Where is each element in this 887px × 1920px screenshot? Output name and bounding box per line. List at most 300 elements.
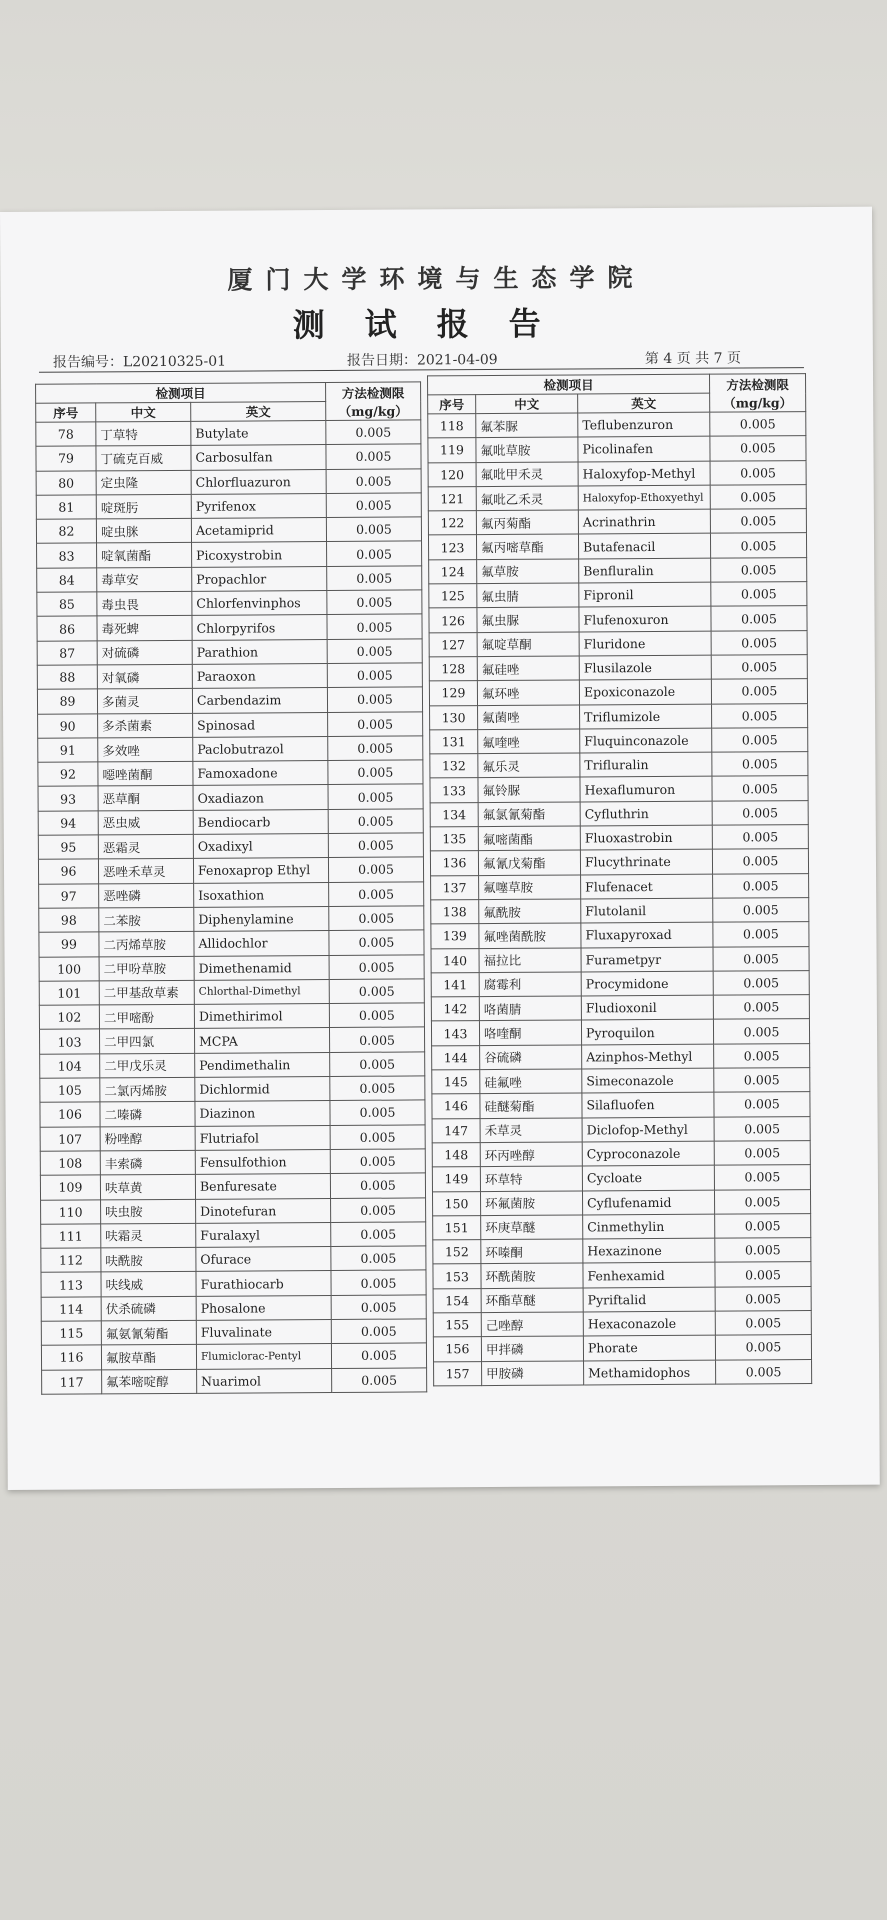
row-limit: 0.005 [330, 1149, 425, 1174]
row-cn-name: 啶氧菌酯 [97, 543, 192, 568]
row-en-name: Carbosulfan [191, 445, 326, 470]
row-en-name: Fensulfothion [195, 1149, 330, 1174]
table-row [37, 663, 422, 690]
row-en-name: Allidochlor [194, 931, 329, 956]
row-limit: 0.005 [712, 752, 808, 777]
row-cn-name: 环草特 [480, 1166, 582, 1191]
row-en-name: Pyrifenox [191, 493, 326, 518]
row-seq: 116 [41, 1345, 101, 1370]
table-row [38, 711, 423, 738]
report-date: 报告日期：2021-04-09 [346, 351, 498, 369]
row-seq: 88 [37, 665, 97, 690]
row-cn-name: 氟环唑 [477, 680, 579, 705]
row-limit: 0.005 [328, 857, 423, 882]
table-row [40, 1052, 425, 1079]
row-limit: 0.005 [331, 1343, 426, 1368]
row-seq: 152 [433, 1240, 481, 1265]
table-row [430, 776, 808, 803]
table-row [37, 566, 422, 593]
table-row [40, 1125, 425, 1152]
row-seq: 102 [39, 1005, 99, 1030]
table-row [41, 1319, 426, 1346]
row-cn-name: 呋虫胺 [101, 1199, 196, 1224]
row-seq: 155 [433, 1313, 481, 1338]
row-seq: 107 [40, 1127, 100, 1152]
table-row [38, 833, 423, 860]
row-en-name: Ofurace [196, 1247, 331, 1272]
table-row [432, 1140, 810, 1167]
row-limit: 0.005 [331, 1197, 426, 1222]
row-seq: 153 [433, 1264, 481, 1289]
row-cn-name: 咯菌腈 [479, 996, 581, 1021]
row-cn-name: 氟啶草酮 [477, 632, 579, 657]
row-en-name: Teflubenzuron [578, 412, 710, 437]
table-row [429, 582, 807, 609]
table-row [39, 979, 424, 1006]
row-en-name: Oxadixyl [193, 834, 328, 859]
row-en-name: Hexazinone [583, 1238, 715, 1263]
row-seq: 85 [37, 592, 97, 617]
row-en-name: Chlorthal-Dimethyl [194, 979, 329, 1004]
row-cn-name: 恶唑磷 [99, 883, 194, 908]
table-row [39, 954, 424, 981]
row-cn-name: 二嗪磷 [100, 1102, 195, 1127]
header-limit [326, 382, 421, 421]
row-cn-name: 氟菌唑 [478, 705, 580, 730]
row-en-name: Haloxyfop-Methyl [578, 461, 710, 486]
row-cn-name: 氟氨氰菊酯 [101, 1320, 196, 1345]
row-en-name: Propachlor [192, 566, 327, 591]
table-row [36, 469, 421, 496]
row-en-name: Diphenylamine [194, 906, 329, 931]
row-en-name: Fluoxastrobin [580, 825, 712, 850]
row-cn-name: 对氧磷 [97, 664, 192, 689]
row-limit: 0.005 [714, 1189, 810, 1214]
row-seq: 142 [431, 997, 479, 1022]
row-seq: 154 [433, 1288, 481, 1313]
row-cn-name: 二甲四氯 [99, 1029, 194, 1054]
table-row [39, 882, 424, 909]
row-limit: 0.005 [713, 898, 809, 923]
row-limit: 0.005 [714, 1043, 810, 1068]
row-seq: 126 [429, 608, 477, 633]
table-row [432, 1092, 810, 1119]
row-seq: 149 [432, 1167, 480, 1192]
row-cn-name: 呋酰胺 [101, 1247, 196, 1272]
row-cn-name: 氟氯氰菊酯 [478, 802, 580, 827]
row-limit: 0.005 [331, 1270, 426, 1295]
row-cn-name: 丰索磷 [100, 1150, 195, 1175]
table-row [431, 873, 809, 900]
page-info: 第 4 页 共 7 页 [644, 350, 742, 368]
table-row [433, 1238, 811, 1265]
header-seq: 序号 [36, 403, 96, 422]
row-seq: 125 [429, 584, 477, 609]
row-limit: 0.005 [329, 906, 424, 931]
row-limit: 0.005 [327, 541, 422, 566]
row-cn-name: 谷硫磷 [480, 1045, 582, 1070]
table-row [40, 1100, 425, 1127]
row-cn-name: 氟喹唑 [478, 729, 580, 754]
row-en-name: Fenoxaprop Ethyl [193, 858, 328, 883]
row-cn-name: 呋霜灵 [101, 1223, 196, 1248]
row-cn-name: 环酯草醚 [481, 1288, 583, 1313]
row-en-name: Picolinafen [578, 436, 710, 461]
row-cn-name: 噁唑菌酮 [98, 761, 193, 786]
row-cn-name: 氟乐灵 [478, 753, 580, 778]
row-cn-name: 硅氟唑 [480, 1069, 582, 1094]
row-cn-name: 恶草酮 [98, 786, 193, 811]
row-limit: 0.005 [329, 1027, 424, 1052]
row-cn-name: 氟噻草胺 [479, 875, 581, 900]
header-limit [710, 374, 806, 413]
row-limit: 0.005 [715, 1238, 811, 1263]
row-en-name: Parathion [192, 639, 327, 664]
row-limit: 0.005 [327, 687, 422, 712]
row-cn-name: 氟酰胺 [479, 899, 581, 924]
row-en-name: Pyriftalid [583, 1287, 715, 1312]
row-cn-name: 呋线威 [101, 1272, 196, 1297]
row-limit: 0.005 [331, 1246, 426, 1271]
table-row [433, 1335, 811, 1362]
table-row [41, 1222, 426, 1249]
row-limit: 0.005 [328, 784, 423, 809]
table-row [37, 639, 422, 666]
report-header [0, 257, 873, 348]
row-cn-name: 氟胺草酯 [101, 1345, 196, 1370]
table-row [36, 493, 421, 520]
row-seq: 101 [39, 981, 99, 1006]
row-limit: 0.005 [326, 469, 421, 494]
table-row [429, 630, 807, 657]
row-limit: 0.005 [711, 655, 807, 680]
row-seq: 79 [36, 446, 96, 471]
row-limit: 0.005 [326, 493, 421, 518]
row-cn-name: 二苯胺 [99, 907, 194, 932]
row-en-name: Fluquinconazole [580, 728, 712, 753]
row-en-name: Cyfluthrin [580, 801, 712, 826]
row-en-name: Haloxyfop-Ethoxyethyl [578, 485, 710, 510]
table-row [41, 1246, 426, 1273]
row-limit: 0.005 [328, 809, 423, 834]
table-row [39, 930, 424, 957]
row-seq: 140 [431, 948, 479, 973]
row-seq: 83 [37, 543, 97, 568]
row-seq: 90 [38, 713, 98, 738]
row-en-name: Fenhexamid [583, 1263, 715, 1288]
row-seq: 82 [36, 519, 96, 544]
table-row [36, 444, 421, 471]
row-en-name: Chlorpyrifos [192, 615, 327, 640]
row-en-name: Flumiclorac-Pentyl [196, 1344, 331, 1369]
row-limit: 0.005 [329, 954, 424, 979]
row-cn-name: 多菌灵 [97, 689, 192, 714]
table-row [36, 420, 421, 447]
row-seq: 132 [430, 754, 478, 779]
row-cn-name: 二丙烯草胺 [99, 932, 194, 957]
row-en-name: Acrinathrin [578, 509, 710, 534]
table-row [37, 614, 422, 641]
row-limit: 0.005 [327, 566, 422, 591]
row-en-name: Trifluralin [580, 752, 712, 777]
table-row [431, 970, 809, 997]
row-limit: 0.005 [713, 1019, 809, 1044]
row-limit: 0.005 [712, 825, 808, 850]
row-seq: 78 [36, 422, 96, 447]
row-seq: 119 [428, 438, 476, 463]
row-seq: 104 [40, 1054, 100, 1079]
table-row [38, 736, 423, 763]
row-en-name: Paclobutrazol [193, 736, 328, 761]
row-seq: 128 [429, 657, 477, 682]
row-en-name: Phorate [583, 1335, 715, 1360]
row-cn-name: 氟氰戊菊酯 [478, 850, 580, 875]
row-en-name: Methamidophos [584, 1360, 716, 1385]
row-cn-name: 甲胺磷 [482, 1361, 584, 1386]
row-seq: 127 [429, 632, 477, 657]
report-number: 报告编号：L20210325-01 [52, 353, 227, 371]
row-cn-name: 环氟菌胺 [480, 1190, 582, 1215]
table-row [430, 849, 808, 876]
row-en-name: Cycloate [582, 1165, 714, 1190]
table-row [430, 800, 808, 827]
table-row [41, 1295, 426, 1322]
row-limit: 0.005 [713, 922, 809, 947]
table-row [433, 1213, 811, 1240]
header-en: 英文 [578, 393, 710, 413]
row-en-name: Chlorfluazuron [191, 469, 326, 494]
row-seq: 131 [430, 729, 478, 754]
row-seq: 106 [40, 1102, 100, 1127]
row-en-name: Chlorfenvinphos [192, 591, 327, 616]
row-limit: 0.005 [710, 509, 806, 534]
row-limit: 0.005 [326, 420, 421, 445]
row-seq: 141 [431, 972, 479, 997]
row-en-name: Butafenacil [578, 534, 710, 559]
row-seq: 143 [431, 1021, 479, 1046]
row-limit: 0.005 [715, 1262, 811, 1287]
header-cn: 中文 [476, 394, 578, 414]
table-row [431, 922, 809, 949]
row-en-name: Phosalone [196, 1295, 331, 1320]
row-en-name: Pyroquilon [581, 1020, 713, 1045]
row-cn-name: 福拉比 [479, 947, 581, 972]
table-row [41, 1343, 426, 1370]
row-limit: 0.005 [715, 1311, 811, 1336]
row-seq: 105 [40, 1078, 100, 1103]
row-limit: 0.005 [713, 946, 809, 971]
row-en-name: Hexaflumuron [580, 777, 712, 802]
row-cn-name: 二甲戊乐灵 [100, 1053, 195, 1078]
row-seq: 95 [38, 835, 98, 860]
table-row [431, 1019, 809, 1046]
row-seq: 120 [428, 462, 476, 487]
row-seq: 124 [429, 559, 477, 584]
row-en-name: Pendimethalin [195, 1052, 330, 1077]
row-en-name: Dimethenamid [194, 955, 329, 980]
header-limit-line2: （mg/kg） [338, 403, 408, 419]
row-cn-name: 氟虫腈 [477, 583, 579, 608]
table-row [38, 809, 423, 836]
row-seq: 89 [37, 689, 97, 714]
row-limit: 0.005 [711, 630, 807, 655]
row-en-name: Benfluralin [579, 558, 711, 583]
row-limit: 0.005 [711, 606, 807, 631]
row-seq: 100 [39, 956, 99, 981]
row-limit: 0.005 [715, 1286, 811, 1311]
row-en-name: Cyproconazole [582, 1141, 714, 1166]
row-seq: 108 [40, 1151, 100, 1176]
row-seq: 134 [430, 802, 478, 827]
row-limit: 0.005 [714, 1140, 810, 1165]
row-cn-name: 恶虫威 [98, 810, 193, 835]
row-en-name: Nuarimol [197, 1368, 332, 1393]
table-row [432, 1165, 810, 1192]
table-row [434, 1359, 812, 1386]
row-cn-name: 甲拌磷 [481, 1336, 583, 1361]
table-row [431, 946, 809, 973]
row-en-name: Fludioxonil [581, 995, 713, 1020]
row-limit: 0.005 [715, 1213, 811, 1238]
table-row [39, 1003, 424, 1030]
table-row [432, 1116, 810, 1143]
row-cn-name: 氟苯脲 [476, 413, 578, 438]
row-en-name: Flusilazole [579, 655, 711, 680]
row-cn-name: 呋草黄 [100, 1175, 195, 1200]
row-seq: 109 [40, 1175, 100, 1200]
header-limit-line1: 方法检测限 [726, 376, 789, 393]
row-cn-name: 对硫磷 [97, 640, 192, 665]
institution-name: 厦门大学环境与生态学院 [227, 263, 646, 295]
row-seq: 113 [41, 1272, 101, 1297]
table-row [433, 1286, 811, 1313]
row-limit: 0.005 [326, 517, 421, 542]
row-cn-name: 氟吡甲禾灵 [476, 462, 578, 487]
row-en-name: Silafluofen [582, 1092, 714, 1117]
row-limit: 0.005 [332, 1367, 427, 1392]
row-seq: 151 [433, 1215, 481, 1240]
row-cn-name: 粉唑醇 [100, 1126, 195, 1151]
row-seq: 148 [432, 1142, 480, 1167]
row-seq: 129 [429, 681, 477, 706]
row-cn-name: 氟铃脲 [478, 777, 580, 802]
row-cn-name: 环丙唑醇 [480, 1142, 582, 1167]
row-limit: 0.005 [329, 979, 424, 1004]
row-limit: 0.005 [328, 760, 423, 785]
row-cn-name: 多效唑 [98, 737, 193, 762]
row-cn-name: 毒虫畏 [97, 591, 192, 616]
row-seq: 146 [432, 1094, 480, 1119]
results-table-right [427, 373, 812, 1386]
table-row [433, 1262, 811, 1289]
table-row [429, 557, 807, 584]
row-cn-name: 环嗪酮 [481, 1239, 583, 1264]
report-meta [52, 347, 801, 371]
row-limit: 0.005 [328, 833, 423, 858]
table-row [433, 1311, 811, 1338]
table-row [38, 760, 423, 787]
row-en-name: Diazinon [195, 1101, 330, 1126]
table-row [42, 1367, 427, 1394]
table-row [432, 1189, 810, 1216]
table-row [430, 727, 808, 754]
row-seq: 112 [41, 1248, 101, 1273]
row-cn-name: 环庚草醚 [481, 1215, 583, 1240]
row-en-name: Epoxiconazole [579, 679, 711, 704]
row-en-name: Flucythrinate [580, 850, 712, 875]
row-en-name: MCPA [194, 1028, 329, 1053]
row-seq: 98 [39, 908, 99, 933]
table-row [430, 825, 808, 852]
row-en-name: Triflumizole [580, 704, 712, 729]
row-en-name: Simeconazole [582, 1068, 714, 1093]
table-row [41, 1197, 426, 1224]
row-cn-name: 氟嘧菌酯 [478, 826, 580, 851]
row-limit: 0.005 [330, 1100, 425, 1125]
row-cn-name: 丁硫克百威 [96, 446, 191, 471]
row-seq: 121 [428, 486, 476, 511]
row-limit: 0.005 [327, 663, 422, 688]
row-en-name: Cinmethylin [583, 1214, 715, 1239]
table-row [429, 679, 807, 706]
row-cn-name: 伏杀硫磷 [101, 1296, 196, 1321]
row-en-name: Dinotefuran [196, 1198, 331, 1223]
row-en-name: Flufenoxuron [579, 607, 711, 632]
row-limit: 0.005 [713, 873, 809, 898]
table-row [430, 703, 808, 730]
row-cn-name: 硅醚菊酯 [480, 1093, 582, 1118]
table-row [431, 995, 809, 1022]
row-en-name: Benfuresate [195, 1174, 330, 1199]
row-limit: 0.005 [328, 711, 423, 736]
header-en: 英文 [191, 402, 326, 422]
results-table-left [35, 381, 427, 1394]
row-limit: 0.005 [711, 582, 807, 607]
row-seq: 80 [36, 471, 96, 496]
row-cn-name: 氟苯嘧啶醇 [102, 1369, 197, 1394]
row-cn-name: 二氯丙烯胺 [100, 1077, 195, 1102]
row-seq: 110 [41, 1199, 101, 1224]
row-limit: 0.005 [712, 849, 808, 874]
row-seq: 81 [36, 495, 96, 520]
row-limit: 0.005 [716, 1359, 812, 1384]
row-limit: 0.005 [328, 736, 423, 761]
table-row [428, 412, 806, 439]
row-cn-name: 多杀菌素 [98, 713, 193, 738]
row-limit: 0.005 [710, 412, 806, 437]
row-seq: 133 [430, 778, 478, 803]
row-seq: 138 [431, 900, 479, 925]
table-row [39, 906, 424, 933]
row-limit: 0.005 [327, 639, 422, 664]
table-row [428, 484, 806, 511]
row-cn-name: 氟丙嘧草酯 [476, 534, 578, 559]
row-limit: 0.005 [714, 1165, 810, 1190]
row-seq: 114 [41, 1297, 101, 1322]
row-limit: 0.005 [329, 1003, 424, 1028]
row-seq: 92 [38, 762, 98, 787]
header-limit-line1: 方法检测限 [341, 385, 405, 401]
row-limit: 0.005 [712, 776, 808, 801]
row-en-name: Bendiocarb [193, 809, 328, 834]
row-seq: 103 [39, 1029, 99, 1054]
row-en-name: Diclofop-Methyl [582, 1117, 714, 1142]
row-seq: 84 [37, 568, 97, 593]
table-row [37, 590, 422, 617]
row-en-name: Fluxapyroxad [581, 922, 713, 947]
report-title: 测试报告 [292, 304, 581, 345]
row-cn-name: 咯喹酮 [479, 1020, 581, 1045]
